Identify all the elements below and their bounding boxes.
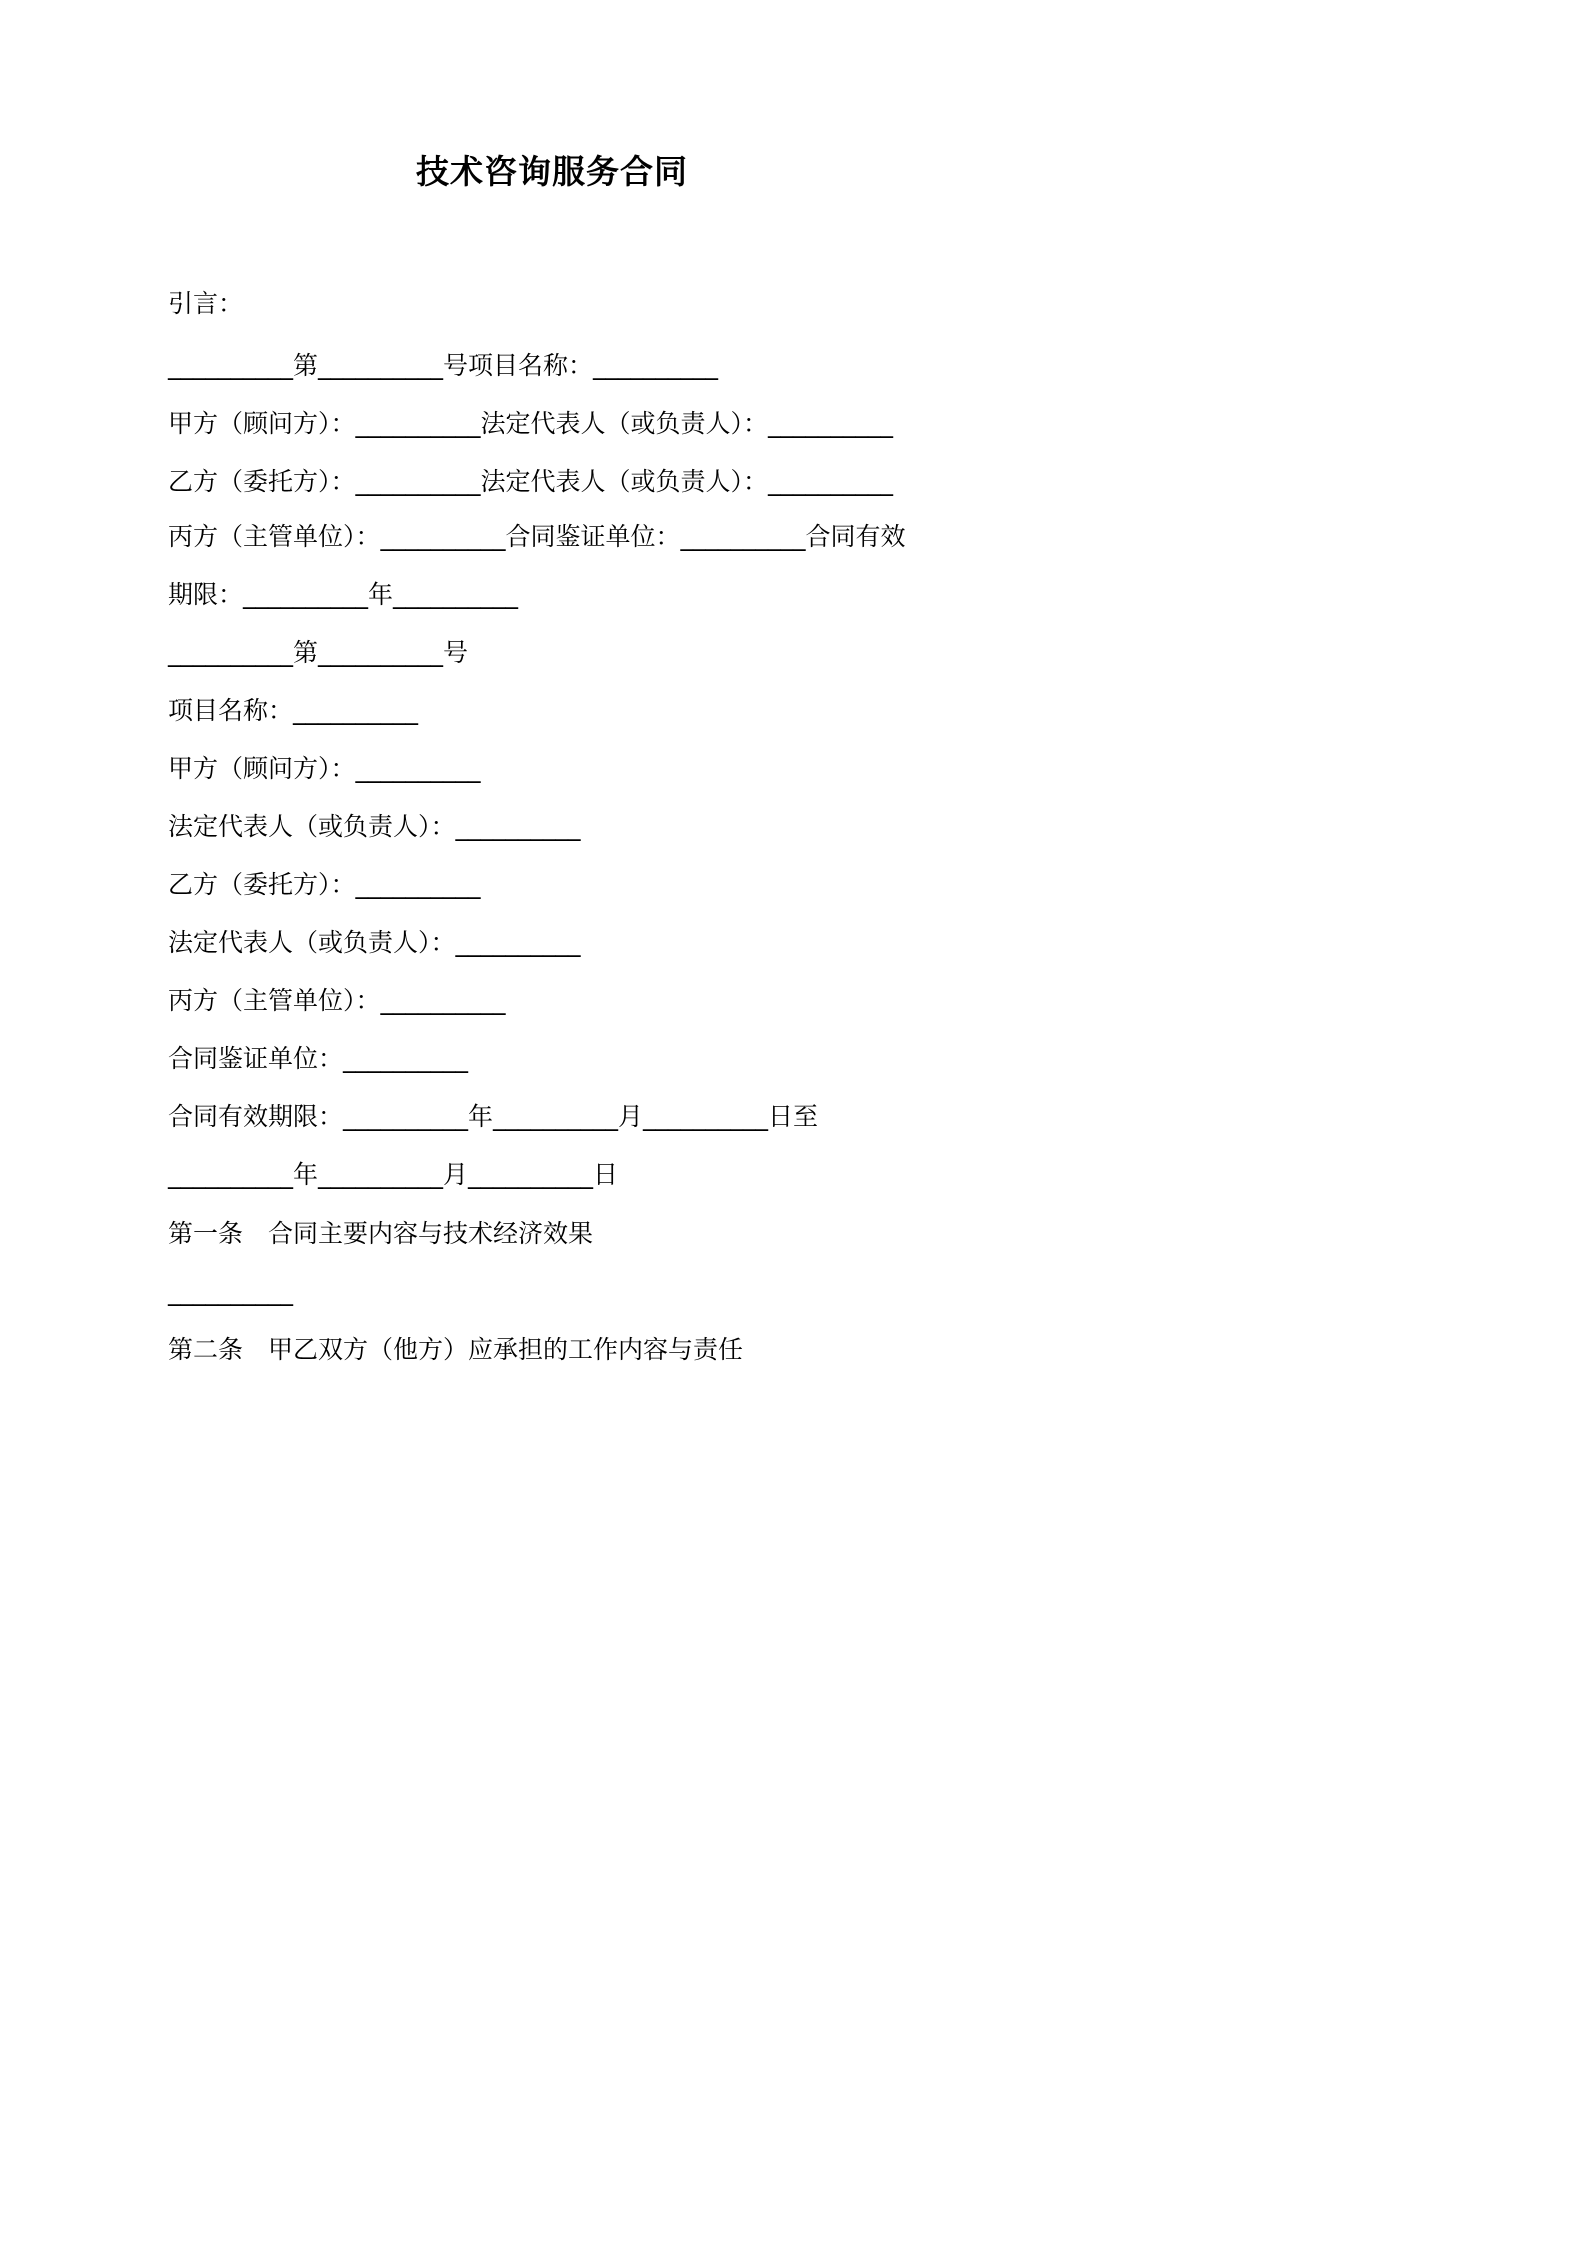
document-page — [0, 0, 1104, 1562]
legal-rep-a-line: 法定代表人（或负责人）：__________ — [168, 812, 581, 841]
party-b-line: 乙方（委托方）：__________法定代表人（或负责人）：__________ — [168, 467, 894, 496]
legal-rep-b-line: 法定代表人（或负责人）：__________ — [168, 928, 581, 957]
document-title: 技术咨询服务合同 — [416, 152, 688, 191]
article-1-heading: 第一条 合同主要内容与技术经济效果 — [168, 1219, 594, 1248]
validity-start-line: 合同有效期限：__________年__________月__________日至 — [168, 1102, 819, 1131]
contract-number-line-2: __________第__________号 — [168, 638, 469, 667]
article-2-heading: 第二条 甲乙双方（他方）应承担的工作内容与责任 — [168, 1335, 744, 1364]
validity-period-line: 期限：__________年__________ — [168, 580, 519, 609]
party-c-authority-line: 丙方（主管单位）：__________ — [168, 986, 506, 1015]
party-a-line: 甲方（顾问方）：__________法定代表人（或负责人）：__________ — [168, 409, 894, 438]
party-c-line: 丙方（主管单位）：__________合同鉴证单位：__________合同有效 — [168, 522, 906, 551]
verification-unit-line: 合同鉴证单位：__________ — [168, 1044, 469, 1073]
project-name-line: 项目名称：__________ — [168, 696, 419, 725]
contract-number-line: __________第__________号项目名称：__________ — [168, 351, 719, 380]
validity-end-line: __________年__________月__________日 — [168, 1160, 619, 1189]
article-1-blank: __________ — [168, 1277, 293, 1306]
party-b-client-line: 乙方（委托方）：__________ — [168, 870, 481, 899]
party-a-consultant-line: 甲方（顾问方）：__________ — [168, 754, 481, 783]
intro-label: 引言： — [168, 289, 244, 318]
